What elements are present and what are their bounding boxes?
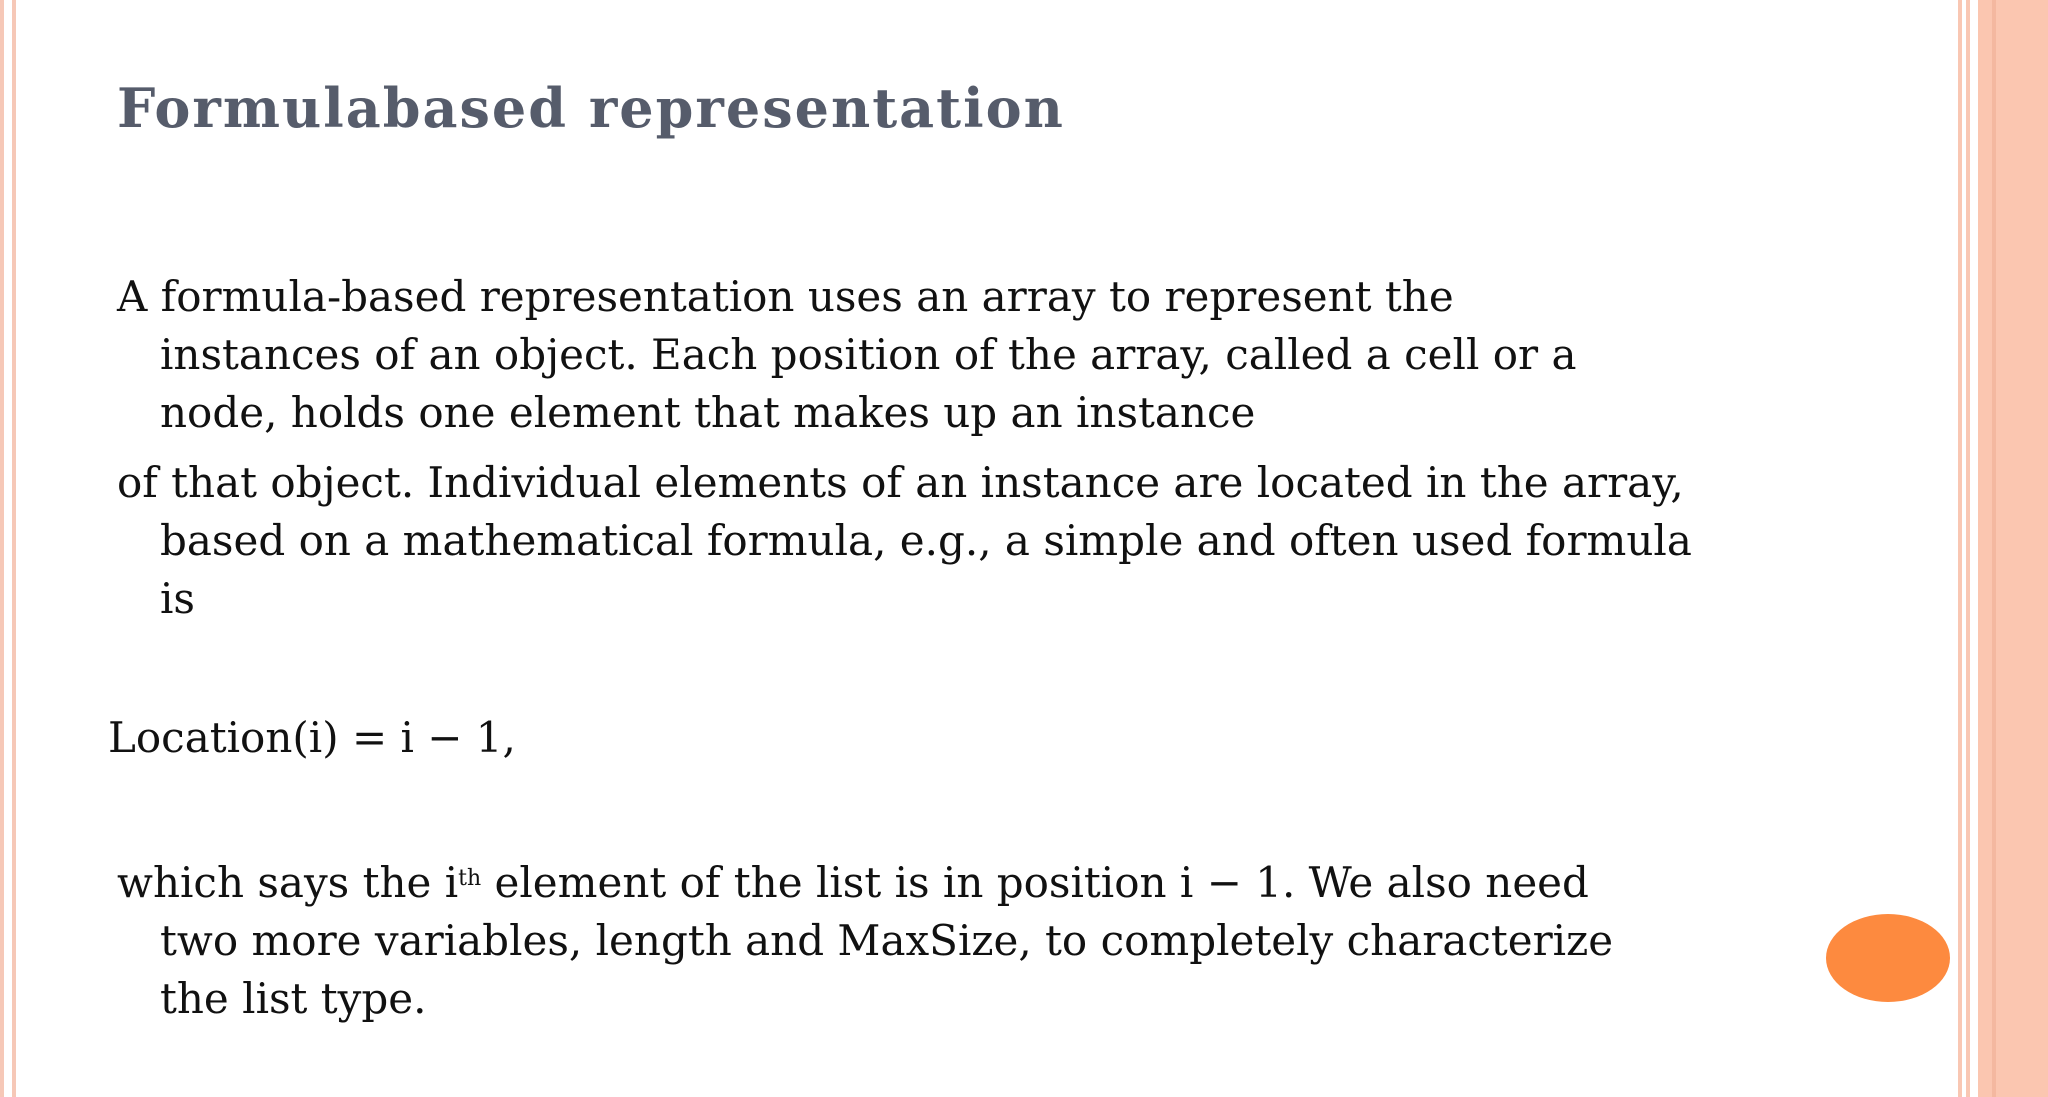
orange-circle-decoration: [1826, 914, 1950, 1002]
left-border-line: [0, 0, 4, 1097]
formula: Location(i) = i − 1,: [108, 713, 516, 762]
paragraph-1: [117, 268, 1577, 442]
paragraph-line: the list type.: [160, 974, 427, 1023]
right-border-line: [1958, 0, 1962, 1097]
paragraph-3: [117, 854, 1613, 1028]
text-run: element of the list is in position i − 1. We also need: [481, 858, 1589, 907]
right-accent-band: [1978, 0, 2048, 1097]
paragraph-line: instances of an object. Each position of the array, called a cell or a: [160, 330, 1577, 379]
paragraph-line: is: [160, 574, 195, 623]
text-run: which says the i: [117, 858, 459, 907]
paragraph-line: of that object. Individual elements of an instance are located in the array,: [117, 458, 1684, 507]
slide-title: Formulabased representation: [117, 76, 1065, 140]
right-accent-line: [1992, 0, 1996, 1097]
paragraph-line: node, holds one element that makes up an instance: [160, 388, 1256, 437]
paragraph-line: [117, 854, 1613, 912]
paragraph-line: based on a mathematical formula, e.g., a simple and often used formula: [160, 516, 1692, 565]
paragraph-2: [117, 454, 1692, 628]
left-border-line: [12, 0, 16, 1097]
superscript: th: [458, 866, 482, 891]
paragraph-line: two more variables, length and MaxSize, to completely characterize: [160, 916, 1614, 965]
paragraph-line: A formula-based representation uses an array to represent the: [117, 272, 1454, 321]
right-border-line: [1966, 0, 1970, 1097]
